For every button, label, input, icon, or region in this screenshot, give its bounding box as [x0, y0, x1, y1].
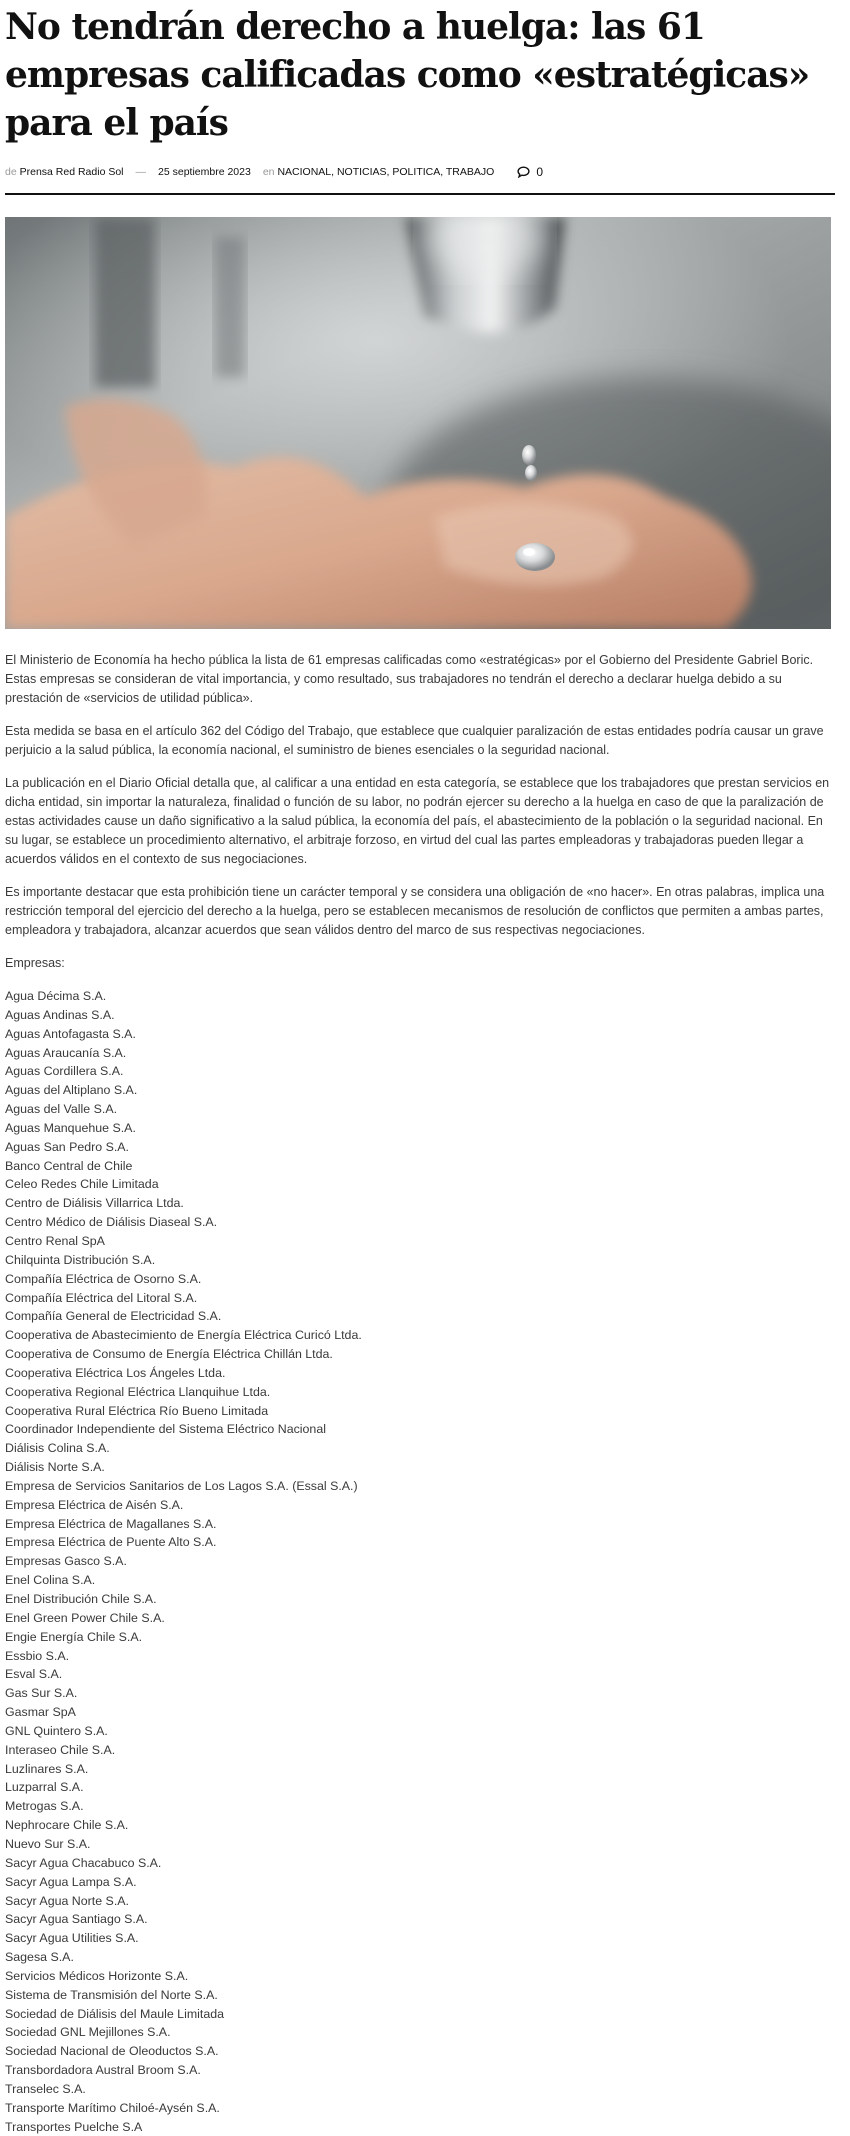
company-list-item: Sacyr Agua Lampa S.A.	[5, 1874, 137, 1889]
paragraph: Esta medida se basa en el artículo 362 del Código del Trabajo, que establece que cualquier paralización de estas entidades podría causar un grave perjuicio a la salud pública, la economía nacional, el suministro de bienes esenciales o la seguridad nacional.	[5, 724, 824, 757]
company-list-item: Sociedad de Diálisis del Maule Limitada	[5, 2006, 225, 2021]
company-list-item: Empresa de Servicios Sanitarios de Los Lagos S.A. (Essal S.A.)	[5, 1478, 358, 1493]
company-list-item: Cooperativa Regional Eléctrica Llanquihue Ltda.	[5, 1384, 271, 1399]
company-list-item: Chilquinta Distribución S.A.	[5, 1252, 156, 1267]
company-list-item: Compañía General de Electricidad S.A.	[5, 1309, 222, 1324]
company-list-item: Banco Central de Chile	[5, 1158, 133, 1173]
company-list-item: Sacyr Agua Norte S.A.	[5, 1893, 129, 1908]
company-list-item: Centro Renal SpA	[5, 1233, 105, 1248]
category-links[interactable]: NACIONAL, NOTICIAS, POLITICA, TRABAJO	[277, 166, 495, 178]
company-list-item: Agua Décima S.A.	[5, 989, 107, 1003]
water-drop-hand-image	[5, 217, 831, 629]
company-list-item: Luzlinares S.A.	[5, 1761, 89, 1776]
company-list-item: Essbio S.A.	[5, 1648, 70, 1663]
company-list-item: Gasmar SpA	[5, 1705, 76, 1720]
company-list-item: Aguas del Valle S.A.	[5, 1102, 118, 1117]
company-list-item: Aguas Cordillera S.A.	[5, 1064, 124, 1079]
article-title: No tendrán derecho a huelga: las 61 empresas calificadas como «estratégicas» para el país	[5, 6, 810, 144]
company-list-item: Sociedad GNL Mejillones S.A.	[5, 2025, 171, 2040]
company-list-item: Cooperativa de Abastecimiento de Energía Eléctrica Curicó Ltda.	[5, 1328, 362, 1343]
company-list-item: Interaseo Chile S.A.	[5, 1742, 116, 1757]
company-list-item: Diálisis Norte S.A.	[5, 1460, 105, 1475]
company-list-item: Luzparral S.A.	[5, 1780, 84, 1795]
company-list-item: Nuevo Sur S.A.	[5, 1836, 91, 1851]
comment-count: 0	[536, 165, 543, 179]
company-list-item: Transbordadora Austral Broom S.A.	[5, 2063, 201, 2078]
paragraph: Es importante destacar que esta prohibición tiene un carácter temporal y se considera una obligación de «no hacer». En otras palabras, implica una restricción temporal del ejercicio del derecho a la huelga, pero se establecen mecanismos de resolución de conflictos que permiten a ambas partes, empleadora y trabajadora, alcanzar acuerdos que sean válidos dentro del marco de sus respectivas negociaciones.	[5, 885, 825, 937]
comment-icon	[517, 166, 530, 178]
company-list-item: Cooperativa Eléctrica Los Ángeles Ltda.	[5, 1365, 226, 1380]
company-list-item: Enel Distribución Chile S.A.	[5, 1592, 157, 1606]
company-list-item: Aguas San Pedro S.A.	[5, 1139, 129, 1154]
company-list-item: Empresa Eléctrica de Aisén S.A.	[5, 1497, 184, 1512]
company-list-item: Sacyr Agua Utilities S.A.	[5, 1931, 139, 1946]
company-list-item: Centro de Diálisis Villarrica Ltda.	[5, 1196, 184, 1211]
company-list-item: Aguas del Altiplano S.A.	[5, 1083, 138, 1098]
company-list-item: Coordinador Independiente del Sistema Eléctrico Nacional	[5, 1422, 326, 1437]
company-list-item: Sacyr Agua Santiago S.A.	[5, 1912, 148, 1927]
company-list-item: Sacyr Agua Chacabuco S.A.	[5, 1855, 162, 1870]
companies-heading: Empresas:	[5, 956, 65, 970]
company-list-item: Aguas Andinas S.A.	[5, 1007, 115, 1022]
title-divider	[5, 193, 835, 195]
author-prefix: de	[5, 166, 17, 178]
company-list-item: Gas Sur S.A.	[5, 1686, 78, 1701]
meta-separator: —	[135, 166, 147, 178]
comments-link[interactable]	[517, 165, 543, 179]
article	[5, 0, 835, 2136]
company-list-item: Nephrocare Chile S.A.	[5, 1818, 129, 1833]
company-list-item: Sistema de Transmisión del Norte S.A.	[5, 1987, 218, 2002]
company-list-item: Transelec S.A.	[5, 2081, 86, 2096]
company-list-item: Centro Médico de Diálisis Diaseal S.A.	[5, 1215, 218, 1230]
company-list-item: Cooperativa de Consumo de Energía Eléctrica Chillán Ltda.	[5, 1347, 333, 1362]
company-list-item: Diálisis Colina S.A.	[5, 1441, 110, 1456]
company-list-item: Sociedad Nacional de Oleoductos S.A.	[5, 2044, 219, 2059]
company-list-item: Aguas Araucanía S.A.	[5, 1045, 127, 1060]
publish-date: 25 septiembre 2023	[158, 166, 251, 178]
company-list-item: Enel Colina S.A.	[5, 1573, 96, 1588]
company-list-item: Metrogas S.A.	[5, 1799, 84, 1814]
company-list-item: Sagesa S.A.	[5, 1950, 74, 1965]
company-list-item: Engie Energía Chile S.A.	[5, 1629, 143, 1644]
company-list-item: Enel Green Power Chile S.A.	[5, 1610, 165, 1625]
company-list-item: Celeo Redes Chile Limitada	[5, 1177, 159, 1192]
company-list-item: Transporte Marítimo Chiloé-Aysén S.A.	[5, 2100, 220, 2115]
company-list-item: Cooperativa Rural Eléctrica Río Bueno Limitada	[5, 1403, 269, 1418]
company-list-item: Compañía Eléctrica del Litoral S.A.	[5, 1290, 198, 1305]
company-list-item: Aguas Manquehue S.A.	[5, 1120, 136, 1135]
company-list-item: Empresa Eléctrica de Puente Alto S.A.	[5, 1535, 217, 1550]
author-link[interactable]: Prensa Red Radio Sol	[19, 166, 124, 178]
company-list-item: Aguas Antofagasta S.A.	[5, 1026, 136, 1041]
company-list-item: Empresa Eléctrica de Magallanes S.A.	[5, 1516, 217, 1531]
company-list-item: Empresas Gasco S.A.	[5, 1554, 127, 1569]
company-list-item: Servicios Médicos Horizonte S.A.	[5, 1968, 189, 1983]
company-list-item: GNL Quintero S.A.	[5, 1723, 108, 1738]
company-list-item: Transportes Puelche S.A	[5, 2119, 143, 2134]
company-list-item: Compañía Eléctrica de Osorno S.A.	[5, 1271, 202, 1286]
paragraph: El Ministerio de Economía ha hecho pública la lista de 61 empresas calificadas como «estratégicas» por el Gobierno del Presidente Gabriel Boric. Estas empresas se consideran de vital importancia, y como resultado, sus trabajadores no tendrán el derecho a declarar huelga debido a su prestación de «servicios de utilidad pública».	[5, 653, 814, 705]
article-body	[5, 651, 831, 2136]
paragraph: La publicación en el Diario Oficial detalla que, al calificar a una entidad en esta categoría, se establece que los trabajadores que prestan servicios en dicha entidad, sin importar la naturaleza, finalidad o función de su labor, no podrán ejercer su derecho a la huelga en caso de que la paralización de estas actividades cause un daño significativo a la salud pública, la economía del país, el abastecimiento de la población o la seguridad nacional. En su lugar, se establece un procedimiento alternativo, el arbitraje forzoso, en virtud del cual las partes empleadoras y trabajadoras pueden llegar a acuerdos válidos en el contexto de sus negociaciones.	[5, 776, 830, 866]
company-list	[5, 987, 831, 2136]
article-meta	[5, 161, 835, 183]
featured-image[interactable]	[5, 217, 831, 629]
company-list-item: Esval S.A.	[5, 1667, 63, 1682]
category-prefix: en	[262, 166, 275, 178]
